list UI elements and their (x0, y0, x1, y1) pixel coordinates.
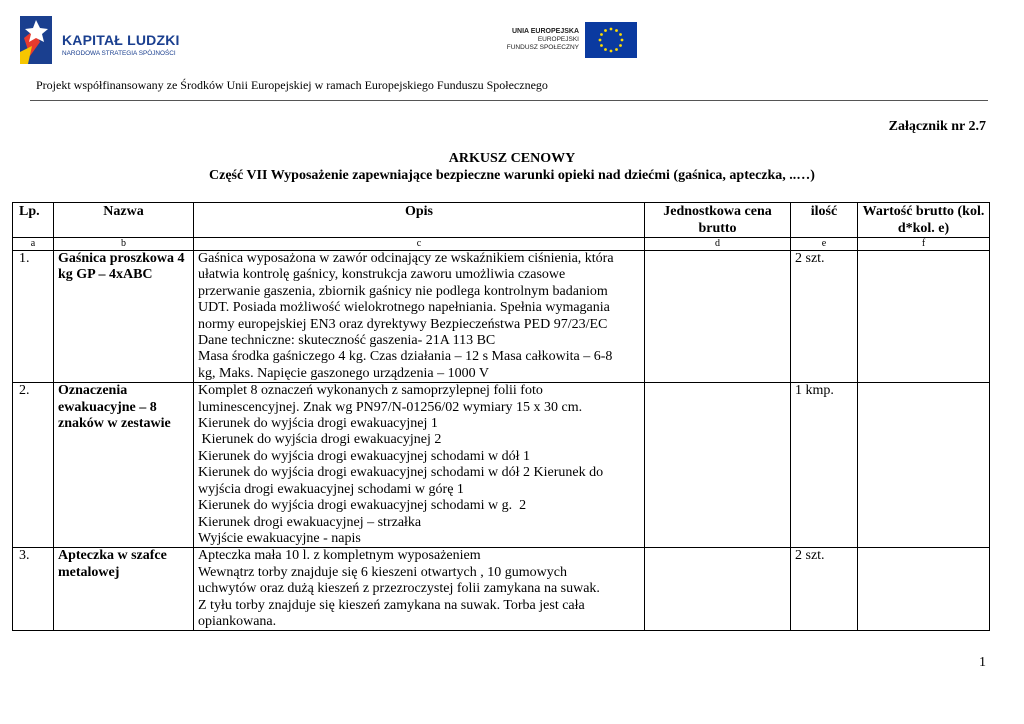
description-line: luminescencyjnej. Znak wg PN97/N-01256/02 wymiary 15 x 30 cm. (198, 399, 583, 415)
row-quantity: 2 szt. (791, 548, 858, 631)
document-subtitle: Część VII Wyposażenie zapewniające bezpieczne warunki opieki nad dziećmi (gaśnica, apteczka, ..…) (209, 168, 815, 183)
description-line: Kierunek do wyjścia drogi ewakuacyjnej 1 (198, 416, 438, 432)
row-lp: 2. (13, 383, 54, 548)
description-line: kg, Maks. Napięcie gaszonego urządzenia – 1000 V (198, 365, 489, 381)
header-lp: Lp. (13, 203, 54, 238)
eu-star-icon (621, 39, 624, 42)
document-title: ARKUSZ CENOWY (448, 151, 576, 166)
row-item-name: Gaśnica proszkowa 4 kg GP – 4xABC (54, 251, 194, 383)
description-line: Dane techniczne: skuteczność gaszenia- 21A 113 BC (198, 333, 496, 349)
header-description: Opis (194, 203, 645, 238)
kapital-ludzki-emblem-icon (14, 12, 60, 70)
column-letter: c (194, 238, 645, 251)
description-line: Kierunek do wyjścia drogi ewakuacyjnej schodami w dół 2 Kierunek do (198, 465, 604, 481)
row-unit-price (645, 251, 791, 383)
row-gross-value (858, 251, 990, 383)
eu-star-icon (619, 44, 622, 47)
description-line: Kierunek do wyjścia drogi ewakuacyjnej schodami w g. 2 (198, 498, 527, 514)
description-line: Z tyłu torby znajduje się kieszeń zamykana na suwak. Torba jest cała (198, 597, 585, 613)
eu-logo-text (501, 28, 579, 52)
eu-flag-icon (585, 22, 637, 58)
column-letter: d (645, 238, 791, 251)
header-quantity: ilość (791, 203, 858, 238)
kapital-ludzki-title: KAPITAŁ LUDZKI (62, 32, 180, 48)
column-letter: f (858, 238, 990, 251)
row-gross-value (858, 548, 990, 631)
table-row (13, 548, 990, 631)
eu-star-icon (599, 39, 602, 42)
description-line: Gaśnica wyposażona w zawór odcinający ze wskaźnikiem ciśnienia, która (198, 251, 614, 266)
description-line: Kierunek drogi ewakuacyjnej – strzałka (198, 514, 422, 530)
description-line: Kierunek do wyjścia drogi ewakuacyjnej 2 (198, 432, 442, 448)
column-letter: b (54, 238, 194, 251)
row-unit-price (645, 548, 791, 631)
description-line: ułatwia kontrolę gaśnicy, konstrukcja zaworu umożliwia czasowe (198, 267, 566, 283)
description-line: Wyjście ewakuacyjne - napis (198, 530, 361, 546)
table-header-row (13, 203, 990, 238)
project-cofinancing-line: Projekt współfinansowany ze Środków Unii Europejskiej w ramach Europejskiego Funduszu Społecznego (36, 78, 548, 92)
description-line: Apteczka mała 10 l. z kompletnym wyposażeniem (198, 548, 481, 564)
eu-logo (497, 14, 647, 66)
description-line: uchwytów oraz dużą kieszeń z przezroczystej folii zamykana na suwak. (198, 581, 600, 597)
row-item-name: Apteczka w szafce metalowej (54, 548, 194, 631)
row-quantity: 2 szt. (791, 251, 858, 383)
table-row (13, 251, 990, 383)
header-gross-value: Wartość brutto (kol. d*kol. e) (858, 203, 990, 238)
header-unit-price: Jednostkowa cena brutto (645, 203, 791, 238)
eu-star-icon (610, 28, 613, 31)
row-item-name: Oznaczenia ewakuacyjne – 8 znaków w zestawie (54, 383, 194, 548)
eu-star-icon (615, 29, 618, 32)
eu-line-1: UNIA EUROPEJSKA (511, 28, 579, 35)
kapital-ludzki-logo (14, 12, 184, 70)
page-number: 1 (979, 655, 986, 670)
column-letter: e (791, 238, 858, 251)
row-lp: 1. (13, 251, 54, 383)
eu-star-icon (610, 50, 613, 53)
row-quantity: 1 kmp. (791, 383, 858, 548)
description-line: Wewnątrz torby znajduje się 6 kieszeni otwartych , 10 gumowych (198, 564, 567, 580)
eu-star-icon (600, 44, 603, 47)
price-sheet-table (12, 202, 990, 631)
eu-star-icon (615, 48, 618, 51)
row-gross-value (858, 383, 990, 548)
column-letters-row (13, 238, 990, 251)
description-line: Kierunek do wyjścia drogi ewakuacyjnej schodami w dół 1 (198, 448, 531, 464)
column-letter: a (13, 238, 54, 251)
header-name: Nazwa (54, 203, 194, 238)
eu-star-icon (619, 33, 622, 36)
eu-star-icon (600, 33, 603, 36)
attachment-number: Załącznik nr 2.7 (888, 119, 986, 134)
description-line: Masa środka gaśniczego 4 kg. Czas działania – 12 s Masa całkowita – 6-8 (198, 349, 613, 365)
description-line: opiankowana. (198, 613, 277, 629)
description-line: UDT. Posiada możliwość wielokrotnego napełniania. Spełnia wymagania (198, 300, 610, 316)
eu-star-icon (604, 29, 607, 32)
row-unit-price (645, 383, 791, 548)
eu-line-3: FUNDUSZ SPOŁECZNY (506, 44, 579, 51)
header-divider (30, 100, 988, 101)
description-line: przerwanie gaszenia, zbiornik gaśnicy nie podlega kontrolnym badaniom (198, 283, 608, 299)
row-description (194, 383, 645, 548)
eu-star-icon (604, 48, 607, 51)
table-row (13, 383, 990, 548)
description-line: normy europejskiej EN3 oraz dyrektywy Bezpieczeństwa PED 97/23/EC (198, 316, 608, 332)
row-description (194, 548, 645, 631)
kapital-ludzki-subtitle: NARODOWA STRATEGIA SPÓJNOŚCI (62, 50, 176, 57)
row-description (194, 251, 645, 383)
row-lp: 3. (13, 548, 54, 631)
description-line: Komplet 8 oznaczeń wykonanych z samoprzylepnej folii foto (198, 383, 543, 399)
description-line: wyjścia drogi ewakuacyjnej schodami w górę 1 (198, 481, 464, 497)
eu-line-2: EUROPEJSKI (537, 36, 579, 43)
